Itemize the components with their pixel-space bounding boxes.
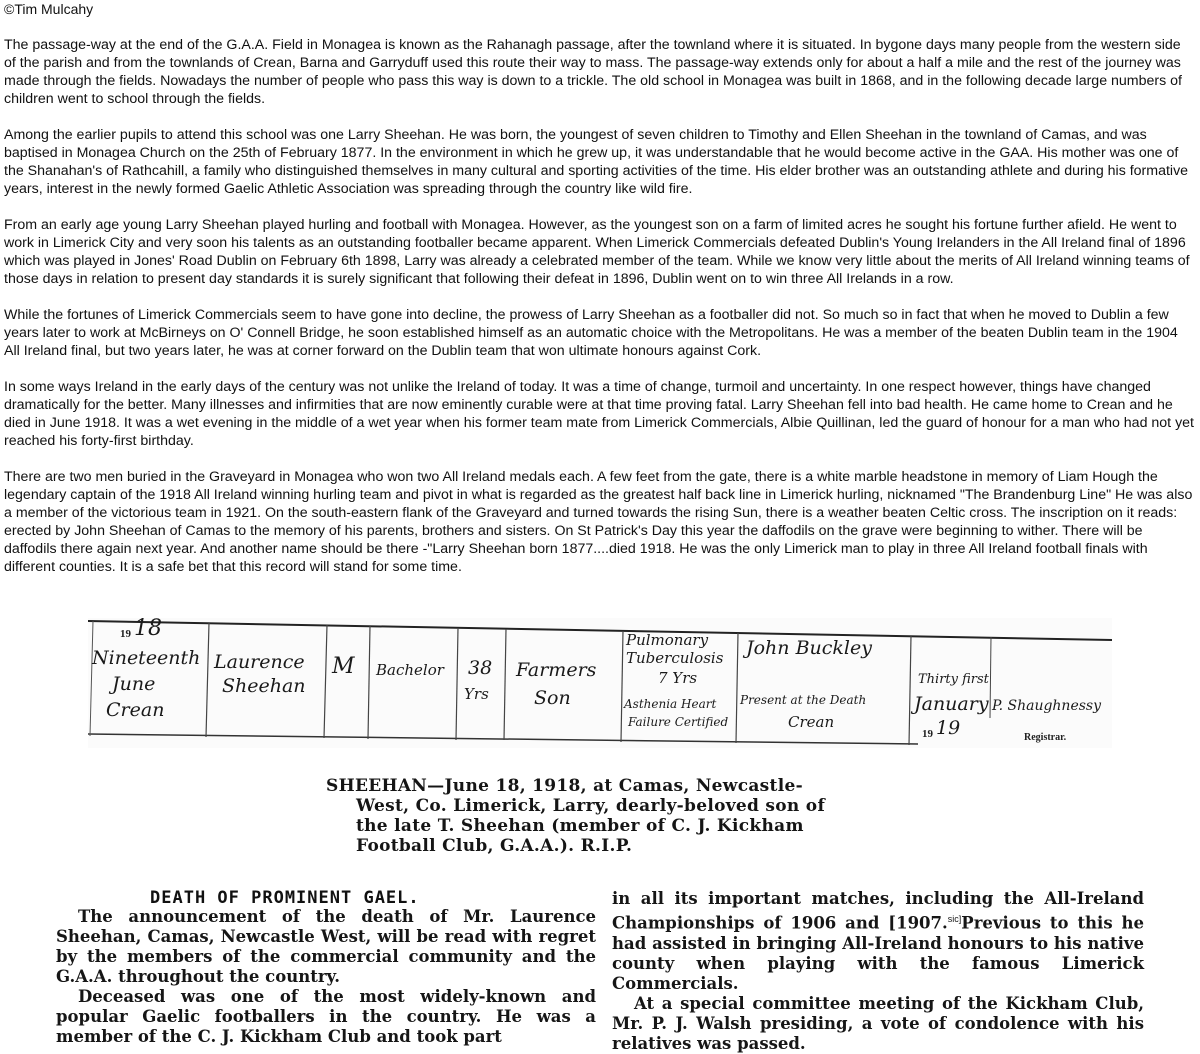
obituary-text: in all its important matches, including the All-Ireland Championships of 1906 and [1907.: [612, 889, 1144, 933]
register-year-bottom-printed: 19: [922, 728, 933, 740]
obituary-paragraph: The announcement of the death of Mr. Laurence Sheehan, Camas, Newcastle West, will be read with regret by the members of the commercial community and the G.A.A. throughout the country.: [56, 907, 596, 986]
registrar-signature: P. Shaughnessy: [992, 698, 1102, 714]
register-date-line: June: [112, 673, 156, 695]
register-condition: Bachelor: [376, 661, 444, 679]
article-paragraph: Among the earlier pupils to attend this school was one Larry Sheehan. He was born, the youngest of seven children to Timothy and Ellen Sheehan in the townland of Camas, and was baptised in Monagea Church on the 25th of February 1877. In the environment in which he grew up, it was understandable that he would become active in the GAA. His mother was one of the Shanahan's of Rathcahill, a family who distinguished themselves in many cultural and sporting activities of the time. His elder brother was an outstanding athlete and during his formative years, interest in the newly formed Gaelic Athletic Association was spreading through the country like wild fire.: [4, 127, 1189, 197]
notice-line: the late T. Sheehan (member of C. J. Kickham: [356, 816, 804, 836]
article-body: [4, 36, 1194, 594]
article-paragraph: There are two men buried in the Graveyard in Monagea who won two All Ireland medals each. A few feet from the gate, there is a white marble headstone in memory of Liam Hough the legendary captain of the 1918 All Ireland winning hurling team and pivot in what is regarded as the greatest half back line in Limerick hurling, nicknamed "The Brandenburg Line" He was also a member of the victorious team in 1921. On the south-eastern flank of the Graveyard and turned towards the rising Sun, there is a weather beaten Celtic cross. The inscription on it reads: erected by John Sheehan of Camas to the memory of his parents, brothers and sisters. On St Patrick's Day this year the daffodils on the grave were beginning to wither. There will be daffodils there again next year. And another name should be there -"Larry Sheehan born 1877....died 1918. He was the only Limerick man to play in three All Ireland football finals with different counties. It is a safe bet that this record will stand for some time.: [4, 469, 1193, 575]
article-paragraph: In some ways Ireland in the early days of the century was not unlike the Ireland of today. It was a time of change, turmoil and uncertainty. In one respect however, things have changed dramatically for the better. Many illnesses and infirmities that are now eminently curable were at that time proving fatal. Larry Sheehan fell into bad health. He came home to Crean and he died in June 1918. It was a wet evening in the middle of a wet year when his former team mate from Limerick Commercials, Albie Quillinan, led the guard of honour for a man who had not yet reached his forty-first birthday.: [4, 379, 1194, 449]
register-cause-line: Pulmonary: [626, 631, 709, 649]
obituary-paragraph: At a special committee meeting of the Kickham Club, Mr. P. J. Walsh presiding, a vote of condolence with his relatives was passed.: [612, 993, 1144, 1053]
copyright-notice: ©Tim Mulcahy: [4, 1, 94, 17]
article-paragraph: From an early age young Larry Sheehan played hurling and football with Monagea. However, as the youngest son on a farm of limited acres he sought his fortune further afield. He went to work in Limerick City and very soon his talents as an outstanding footballer became apparent. When Limerick Commercials defeated Dublin's Young Irelanders in the All Ireland final of 1896 which was played in Jones' Road Dublin on February 6th 1898, Larry was already a celebrated member of the team. While we know very little about the merits of All Ireland winning teams of those days in relation to present day standards it is surely significant that following their defeat in 1896, Dublin went on to win three All Irelands in a row.: [4, 217, 1190, 287]
register-rank-line: Son: [534, 687, 571, 709]
death-notice-clipping: [326, 776, 886, 856]
death-register-scan: [88, 618, 1112, 748]
register-date-line: Crean: [106, 699, 165, 721]
register-date-registered: January: [914, 693, 989, 715]
register-sex: M: [332, 654, 355, 679]
obituary-paragraph: Deceased was one of the most widely-known and popular Gaelic footballers in the country. He was a member of the C. J. Kickham Club and took part: [56, 987, 596, 1046]
obituary-left-column: [56, 907, 596, 1047]
obituary-title: DEATH OF PROMINENT GAEL.: [150, 888, 420, 908]
register-cause-line: 7 Yrs: [658, 669, 698, 687]
register-informant-line: John Buckley: [746, 637, 872, 659]
register-informant-line: Present at the Death: [740, 693, 867, 707]
register-date-registered: Thirty first: [918, 672, 989, 687]
register-informant-line: Crean: [788, 713, 835, 731]
register-age-line: 38: [468, 657, 493, 679]
register-year-handwritten: 18: [134, 616, 162, 641]
obituary-right-column: [612, 889, 1144, 1054]
obituary-text: Previous to this he had assisted in bringing All-Ireland honours to his native county when playing with the famous Limerick Commercials.: [612, 913, 1145, 993]
register-name-line: Laurence: [214, 651, 305, 673]
obituary-paragraph: [612, 889, 1144, 994]
article-paragraph: The passage-way at the end of the G.A.A. Field in Monagea is known as the Rahanagh passage, after the townland where it is situated. In bygone days many people from the western side of the parish and from the townlands of Crean, Barna and Garryduff used this route their way to mass. The passage-way extends only for about a half a mile and the rest of the journey was made through the fields. Nowadays the number of people who pass this way is down to a trickle. The old school in Monagea was built in 1868, and in the following decade large numbers of children went to school through the fields.: [4, 37, 1182, 107]
notice-line: West, Co. Limerick, Larry, dearly-beloved son of: [356, 796, 826, 816]
register-year-printed: 19: [120, 628, 131, 640]
register-cause-line: Tuberculosis: [626, 649, 724, 667]
register-age-line: Yrs: [464, 685, 489, 703]
register-name-line: Sheehan: [222, 675, 306, 697]
sic-mark: sic]: [947, 914, 962, 924]
register-date-line: Nineteenth: [92, 647, 201, 669]
notice-line: SHEEHAN—June 18, 1918, at Camas, Newcastle-: [326, 776, 803, 796]
article-paragraph: While the fortunes of Limerick Commercials seem to have gone into decline, the prowess of Larry Sheehan as a footballer did not. So much so in fact that when he moved to Dublin a few years later to work at McBirneys on O' Connell Bridge, he soon established himself as an automatic choice with the Metropolitans. He was a member of the beaten Dublin team in the 1904 All Ireland final, but two years later, he was at corner forward on the Dublin team that won ultimate honours against Cork.: [4, 307, 1178, 359]
registrar-label: Registrar.: [1024, 732, 1067, 743]
register-cause-line: Asthenia Heart: [624, 697, 717, 711]
register-cause-line: Failure Certified: [628, 715, 729, 729]
notice-line: Football Club, G.A.A.). R.I.P.: [356, 836, 633, 856]
register-year-bottom-handwritten: 19: [936, 717, 961, 739]
register-rank-line: Farmers: [516, 659, 597, 681]
